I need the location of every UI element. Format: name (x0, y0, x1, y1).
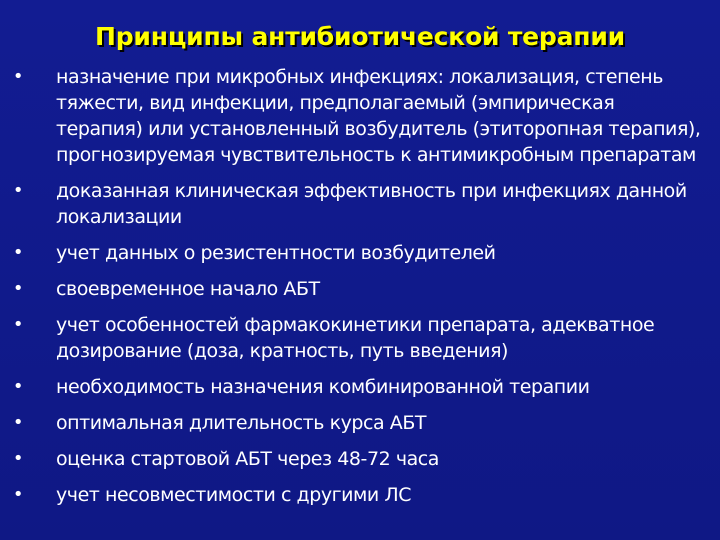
bullet-text: доказанная клиническая эффективность при инфекциях данной локализации (56, 180, 687, 228)
slide-title: Принципы антибиотической терапии (95, 22, 625, 51)
bullet-text: оптимальная длительность курса АБТ (56, 412, 427, 434)
bullet-text: назначение при микробных инфекциях: локализация, степень тяжести, вид инфекции, предполагаемый (эмпирическая терапия) или установленный возбудитель (этиторопная терапия), прогнозируемая чувствительность к антимикробным препаратам (56, 66, 701, 166)
bullet-dot-icon: • (12, 484, 24, 505)
bullet-dot-icon: • (12, 242, 24, 263)
bullet-item (0, 312, 720, 364)
bullet-item (0, 64, 720, 168)
bullet-dot-icon: • (12, 66, 24, 87)
bullet-item (0, 240, 720, 266)
bullet-dot-icon: • (12, 376, 24, 397)
bullet-dot-icon: • (12, 180, 24, 201)
bullet-item (0, 374, 720, 400)
bullet-dot-icon: • (12, 412, 24, 433)
bullet-text: учет несовместимости с другими ЛС (56, 484, 412, 506)
bullet-text: своевременное начало АБТ (56, 278, 320, 300)
bullet-text: оценка стартовой АБТ через 48-72 часа (56, 448, 439, 470)
bullet-text: необходимость назначения комбинированной терапии (56, 376, 590, 398)
bullet-item (0, 446, 720, 472)
bullet-item (0, 276, 720, 302)
bullet-text: учет данных о резистентности возбудителей (56, 242, 496, 264)
bullet-dot-icon: • (12, 448, 24, 469)
bullet-list (0, 64, 720, 518)
bullet-text: учет особенностей фармакокинетики препарата, адекватное дозирование (доза, кратность, путь введения) (56, 314, 655, 362)
bullet-item (0, 178, 720, 230)
bullet-item (0, 482, 720, 508)
bullet-dot-icon: • (12, 314, 24, 335)
bullet-item (0, 410, 720, 436)
bullet-dot-icon: • (12, 278, 24, 299)
